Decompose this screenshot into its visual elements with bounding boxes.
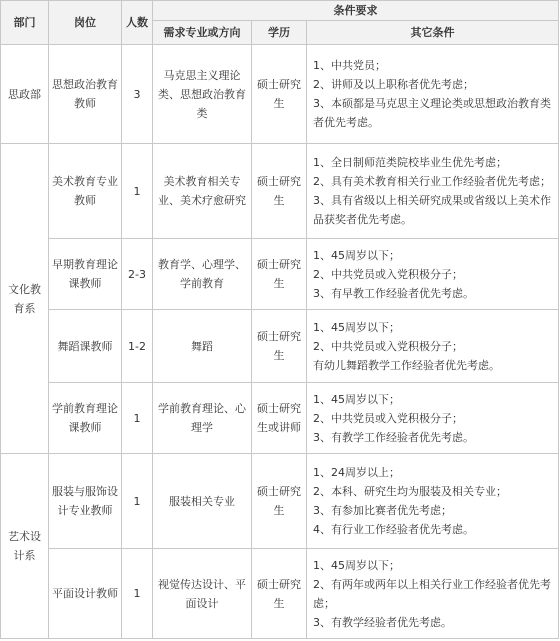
count-cell: 1 (122, 454, 153, 549)
header-dept: 部门 (1, 1, 49, 45)
count-cell: 3 (122, 45, 153, 144)
condition-line: 2、有两年或两年以上相关行业工作经验者优先考虑； (313, 577, 551, 610)
condition-line: 2、讲师及以上职称者优先考虑； (313, 78, 474, 91)
post-cell: 舞蹈课教师 (49, 310, 122, 383)
header-major: 需求专业或方向 (153, 21, 252, 45)
count-cell: 1 (122, 383, 153, 454)
degree-cell: 硕士研究生 (252, 310, 307, 383)
header-other: 其它条件 (307, 21, 559, 45)
post-cell: 学前教育理论课教师 (49, 383, 122, 454)
major-cell: 马克思主义理论类、思想政治教育类 (153, 45, 252, 144)
table-row (1, 45, 559, 144)
degree-cell: 硕士研究生 (252, 45, 307, 144)
condition-line: 2、中共党员或入党积极分子； (313, 267, 463, 281)
condition-line: 有幼儿舞蹈教学工作经验者优先考虑。 (313, 358, 500, 372)
condition-line: 2、本科、研究生均为服装及相关专业； (313, 485, 507, 498)
count-cell: 1-2 (122, 310, 153, 383)
table-row (1, 549, 559, 639)
condition-line: 3、本硕都是马克思主义理论类或思想政治教育类者优先考虑。 (313, 97, 551, 129)
condition-line: 1、45周岁以下； (313, 392, 400, 406)
condition-line: 2、具有美术教育相关行业工作经验者优先考虑； (313, 175, 551, 188)
header-count: 人数 (122, 1, 153, 45)
condition-line: 1、24周岁以上； (313, 466, 400, 479)
table-row (1, 310, 559, 383)
condition-line: 1、45周岁以下； (313, 558, 400, 572)
header-post: 岗位 (49, 1, 122, 45)
header-conditions: 条件要求 (153, 1, 559, 21)
post-cell: 服装与服饰设计专业教师 (49, 454, 122, 549)
condition-line: 1、45周岁以下； (313, 320, 400, 334)
table-row (1, 454, 559, 549)
dept-cell: 文化教育系 (1, 144, 49, 454)
other-cell (307, 45, 559, 144)
condition-line: 3、具有省级以上相关研究成果或省级以上美术作品获奖者优先考虑。 (313, 194, 551, 226)
header-degree: 学历 (252, 21, 307, 45)
dept-cell: 艺术设计系 (1, 454, 49, 639)
major-cell: 视觉传达设计、平面设计 (153, 549, 252, 639)
major-cell: 舞蹈 (153, 310, 252, 383)
degree-cell: 硕士研究生 (252, 144, 307, 239)
post-cell: 思想政治教育教师 (49, 45, 122, 144)
condition-line: 1、45周岁以下； (313, 248, 400, 262)
other-cell (307, 549, 559, 639)
count-cell: 2-3 (122, 239, 153, 310)
degree-cell: 硕士研究生 (252, 549, 307, 639)
condition-line: 4、有行业工作经验者优先考虑。 (313, 523, 474, 536)
count-cell: 1 (122, 144, 153, 239)
table-row (1, 383, 559, 454)
degree-cell: 硕士研究生 (252, 454, 307, 549)
condition-line: 3、有教学工作经验者优先考虑。 (313, 430, 474, 444)
condition-line: 1、中共党员； (313, 59, 386, 72)
post-cell: 早期教育理论课教师 (49, 239, 122, 310)
other-cell (307, 383, 559, 454)
post-cell: 平面设计教师 (49, 549, 122, 639)
condition-line: 3、有参加比赛者优先考虑； (313, 504, 452, 517)
degree-cell: 硕士研究生或讲师 (252, 383, 307, 454)
condition-line: 1、全日制师范类院校毕业生优先考虑； (313, 156, 507, 169)
table-row (1, 239, 559, 310)
post-cell: 美术教育专业教师 (49, 144, 122, 239)
other-cell (307, 144, 559, 239)
condition-line: 3、有教学经验者优先考虑。 (313, 615, 452, 629)
major-cell: 服装相关专业 (153, 454, 252, 549)
other-cell (307, 454, 559, 549)
major-cell: 教育学、心理学、学前教育 (153, 239, 252, 310)
condition-line: 2、中共党员或入党积极分子； (313, 339, 463, 353)
major-cell: 美术教育相关专业、美术疗愈研究 (153, 144, 252, 239)
count-cell: 1 (122, 549, 153, 639)
degree-cell: 硕士研究生 (252, 239, 307, 310)
condition-line: 3、有早教工作经验者优先考虑。 (313, 286, 474, 300)
other-cell (307, 239, 559, 310)
table-row (1, 144, 559, 239)
major-cell: 学前教育理论、心理学 (153, 383, 252, 454)
dept-cell: 思政部 (1, 45, 49, 144)
condition-line: 2、中共党员或入党积极分子； (313, 411, 463, 425)
other-cell (307, 310, 559, 383)
